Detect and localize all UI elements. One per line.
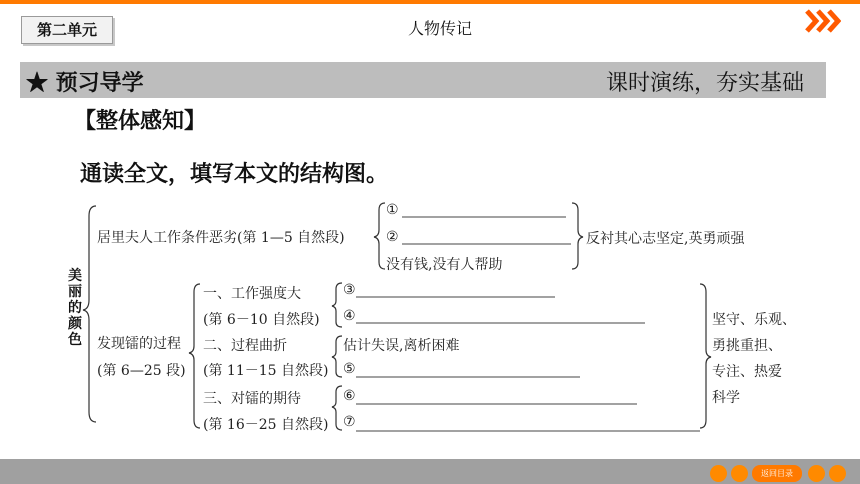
part2-label-line2: (第 6—25 段) [97, 363, 186, 379]
sub2-line2: (第 11－15 自然段) [203, 363, 329, 379]
first-page-button[interactable] [710, 465, 727, 482]
unit-tag: 第二单元 [21, 16, 113, 44]
page-title: 人物传记 [407, 19, 472, 38]
quality-line-4: 科学 [712, 390, 740, 406]
sub1-line1: 一、工作强度大 [203, 286, 301, 302]
part1-left-brace [374, 203, 385, 269]
prev-page-button[interactable] [731, 465, 748, 482]
sub1-brace [332, 283, 342, 327]
blank-marker-1: ① [386, 202, 399, 218]
root-brace [83, 206, 96, 422]
sub3-line1: 三、对镭的期待 [203, 391, 301, 407]
blank-marker-6: ⑥ [343, 388, 356, 404]
sub2-item: 估计失误,离析困难 [343, 338, 460, 354]
part1-result: 反衬其心志坚定,英勇顽强 [586, 231, 745, 247]
sub3-line2: (第 16－25 自然段) [203, 417, 329, 433]
part2-sub-brace [189, 284, 200, 428]
sub2-brace [332, 336, 342, 377]
quality-line-1: 坚守、乐观、 [712, 312, 796, 328]
part2-label-line1: 发现镭的过程 [97, 336, 181, 352]
sub1-line2: (第 6－10 自然段) [203, 312, 320, 328]
part1-label: 居里夫人工作条件恶劣(第 1—5 自然段) [97, 230, 345, 246]
blank-marker-3: ③ [343, 282, 356, 298]
last-page-button[interactable] [829, 465, 846, 482]
quality-line-2: 勇挑重担、 [712, 338, 782, 354]
next-page-button[interactable] [808, 465, 825, 482]
root-label: 美丽的颜色 [68, 268, 82, 348]
instruction-text: 通读全文，填写本文的结构图。 [80, 162, 389, 187]
part1-item-3: 没有钱,没有人帮助 [386, 257, 503, 273]
sub2-line1: 二、过程曲折 [203, 338, 287, 354]
blank-marker-7: ⑦ [343, 414, 356, 430]
blank-marker-5: ⑤ [343, 361, 356, 377]
return-toc-button[interactable]: 返回目录 [752, 465, 802, 482]
quality-line-3: 专注、热爱 [712, 364, 782, 380]
blank-marker-4: ④ [343, 308, 356, 324]
banner-left-title: ★ 预习导学 [26, 70, 144, 96]
blank-marker-2: ② [386, 229, 399, 245]
part2-right-brace [700, 284, 711, 428]
part1-right-brace [572, 203, 583, 269]
banner-right-title: 课时演练，夯实基础 [605, 71, 804, 96]
section-title: 【整体感知】 [74, 109, 207, 134]
sub3-brace [332, 386, 342, 430]
